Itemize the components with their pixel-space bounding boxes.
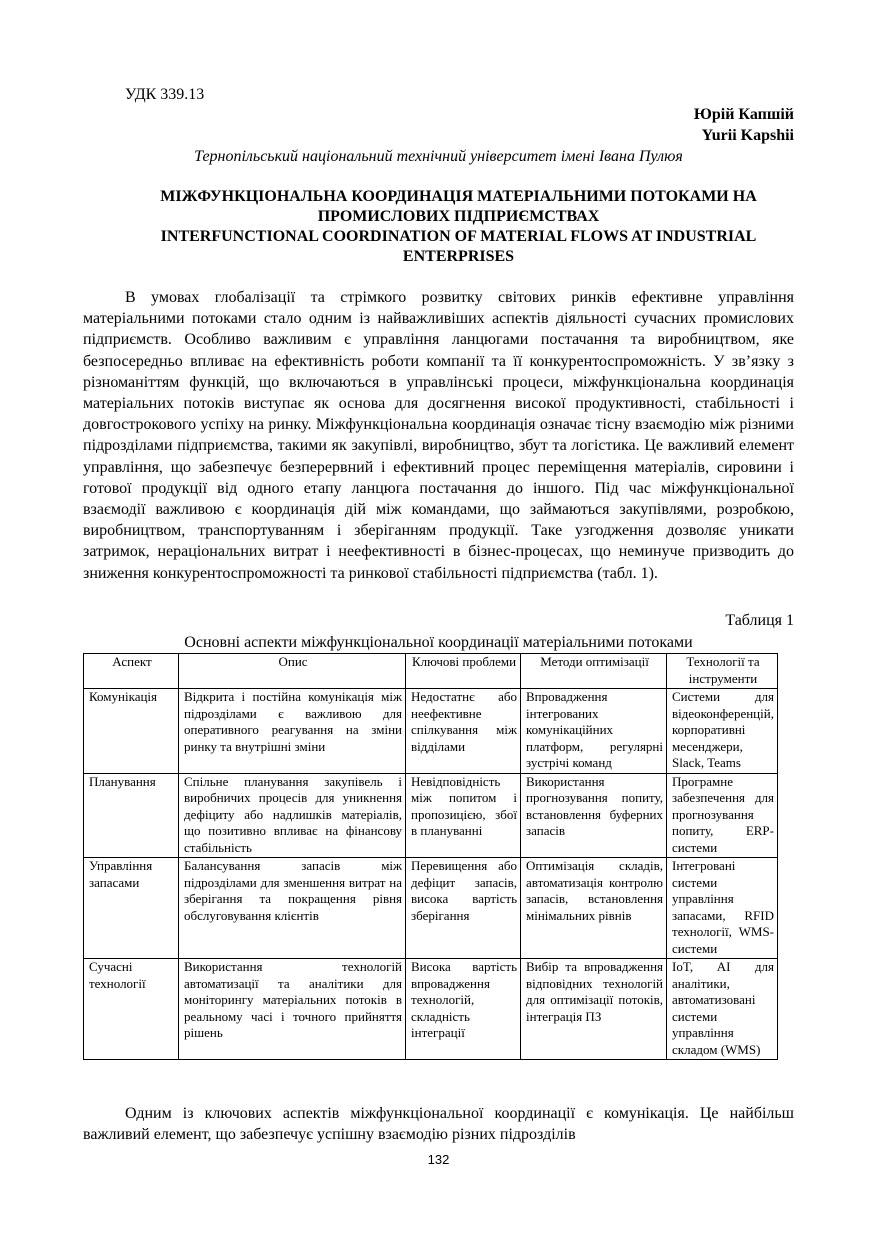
cell-technologies: Інтегровані системи управління запасами, RFID технології, WMS-системи [667, 858, 778, 959]
author-affiliation: Тернопільський національний технічний університет імені Івана Пулюя [194, 148, 683, 165]
header-technologies: Технології та інструменти [667, 654, 778, 689]
cell-methods: Впровадження інтегрованих комунікаційних платформ, регулярні зустрічі команд [521, 689, 667, 774]
table-row [84, 773, 778, 858]
cell-aspect: Комунікація [84, 689, 179, 774]
aspects-table [83, 653, 778, 1060]
cell-methods: Оптимізація складів, автоматизація контролю запасів, встановлення мінімальних рівнів [521, 858, 667, 959]
table-row [84, 858, 778, 959]
cell-problems: Перевищення або дефіцит запасів, висока вартість зберігання [406, 858, 521, 959]
cell-technologies: IoT, AI для аналітики, автоматизовані системи управління складом (WMS) [667, 959, 778, 1060]
header-key-problems: Ключові проблеми [406, 654, 521, 689]
title-en-line1: INTERFUNCTIONAL COORDINATION OF MATERIAL FLOWS AT INDUSTRIAL [160, 228, 757, 245]
title-en-line2: ENTERPRISES [402, 248, 515, 265]
table-row [84, 959, 778, 1060]
cell-description: Спільне планування закупівель і виробничих процесів для уникнення дефіциту або надлишків матеріалів, що позитивно впливає на фінансову стабільність [179, 773, 406, 858]
cell-technologies: Системи для відеоконференцій, корпоративні месенджери, Slack, Teams [667, 689, 778, 774]
cell-aspect: Управління запасами [84, 858, 179, 959]
author-name-ua: Юрій Капшій [693, 106, 794, 123]
cell-problems: Недостатнє або неефективне спілкування між відділами [406, 689, 521, 774]
body-paragraph-2: Одним із ключових аспектів міжфункціональної координації є комунікація. Це найбільш важливий елемент, що забезпечує успішну взаємодію різних підрозділів [83, 1105, 794, 1144]
header-optimization-methods: Методи оптимізації [521, 654, 667, 689]
header-aspect: Аспект [84, 654, 179, 689]
body-paragraph-1: В умовах глобалізації та стрімкого розвитку світових ринків ефективне управління матеріальними потоками стало одним із найважливіших аспектів діяльності сучасних промислових підприємств. Особливо важливим є управління ланцюгами постачання та виробництвом, яке безпосередньо впливає на ефективність роботи компанії та її конкурентоспроможність. У зв’язку з різноманіттям функцій, що включаються в управлінські процеси, міжфункціональна координація матеріальних потоків виступає як основа для досягнення високої продуктивності, стабільності і довгострокового успіху на ринку. Міжфункціональна координація означає тісну взаємодію між різними підрозділами підприємства, такими як закупівлі, виробництво, збут та логістика. Це важливий елемент управління, що забезпечує безперервний і ефективний процес переміщення матеріалів, сировини і готової продукції від одного етапу ланцюга постачання до іншого. Під час міжфункціональної взаємодії важливою є координація дій між командами, що займаються закупівлями, розробкою, виробництвом, транспортуванням і зберіганням продукції. Таке узгодження дозволяє уникати затримок, нераціональних витрат і неефективності в бізнес-процесах, що неминуче призводить до зниження конкурентоспроможності та ринкової стабільності підприємства (табл. 1). [83, 289, 794, 582]
udk-code: УДК 339.13 [125, 86, 205, 103]
page-number: 132 [427, 1152, 450, 1167]
cell-description: Використання технологій автоматизації та аналітики для моніторингу матеріальних потоків в реальному часі і точного прийняття рішень [179, 959, 406, 1060]
header-description: Опис [179, 654, 406, 689]
table-caption: Основні аспекти міжфункціональної координації матеріальними потоками [184, 634, 693, 651]
title-ua-line1: МІЖФУНКЦІОНАЛЬНА КООРДИНАЦІЯ МАТЕРІАЛЬНИМИ ПОТОКАМИ НА [160, 188, 757, 205]
cell-description: Балансування запасів між підрозділами для зменшення витрат на зберігання та покращення рівня обслуговування клієнтів [179, 858, 406, 959]
table-number: Таблиця 1 [725, 612, 794, 629]
cell-problems: Невідповідність між попитом і пропозицією, збої в плануванні [406, 773, 521, 858]
cell-aspect: Планування [84, 773, 179, 858]
cell-methods: Вибір та впровадження відповідних технологій для оптимізації потоків, інтеграція ПЗ [521, 959, 667, 1060]
author-name-en: Yurii Kapshii [701, 127, 794, 144]
table-row [84, 689, 778, 774]
cell-aspect: Сучасні технології [84, 959, 179, 1060]
cell-description: Відкрита і постійна комунікація між підрозділами є важливою для оперативного реагування на зміни ринку та внутрішні зміни [179, 689, 406, 774]
cell-problems: Висока вартість впровадження технологій, складність інтеграції [406, 959, 521, 1060]
cell-technologies: Програмне забезпечення для прогнозування попиту, ERP-системи [667, 773, 778, 858]
table-header-row [84, 654, 778, 689]
paper-title [100, 187, 817, 267]
title-ua-line2: ПРОМИСЛОВИХ ПІДПРИЄМСТВАХ [317, 208, 600, 225]
cell-methods: Використання прогнозування попиту, встановлення буферних запасів [521, 773, 667, 858]
